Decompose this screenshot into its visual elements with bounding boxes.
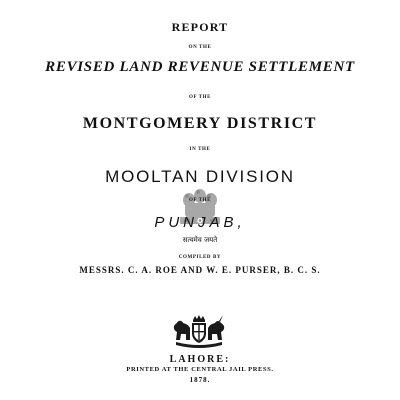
imprint-year: 1878.	[189, 376, 211, 384]
settlement-subject: REVISED LAND REVENUE SETTLEMENT	[45, 59, 355, 75]
imprint-printer: PRINTED AT THE CENTRAL JAIL PRESS.	[126, 366, 274, 373]
authors: MESSRS. C. A. ROE AND W. E. PURSER, B. C. S.	[79, 265, 321, 275]
province-name: PUNJAB,	[154, 214, 246, 231]
district-name: MONTGOMERY DISTRICT	[82, 115, 318, 132]
division-name: MOOLTAN DIVISION	[105, 167, 295, 186]
imprint-city: LAHORE:	[169, 354, 231, 365]
emblem-motto: सत्यमेव जयते	[182, 236, 218, 244]
compiled-by-label: COMPILED BY	[178, 255, 222, 260]
report-heading: REPORT	[171, 20, 229, 34]
national-emblem-icon	[174, 186, 226, 240]
on-the-connector: ON THE	[188, 45, 212, 50]
royal-coat-of-arms-icon	[168, 314, 230, 348]
of-the-connector-2: OF THE	[188, 198, 212, 203]
in-the-connector: IN THE	[189, 147, 211, 152]
of-the-connector: OF THE	[188, 95, 212, 100]
